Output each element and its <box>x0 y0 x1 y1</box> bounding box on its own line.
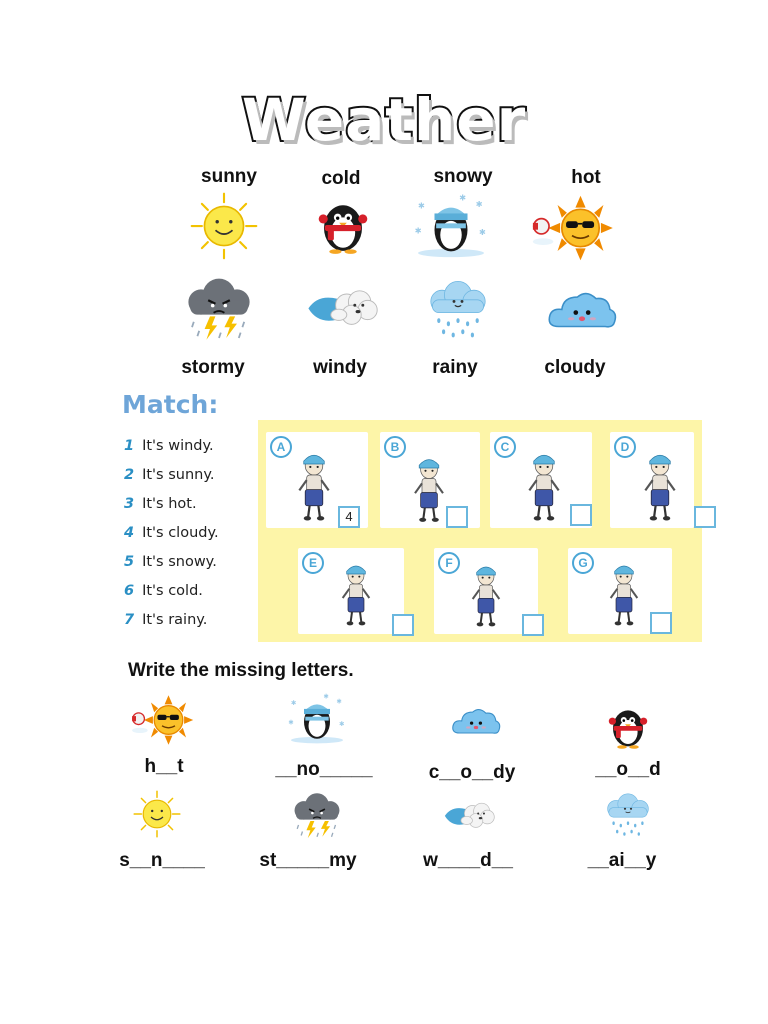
wind-cloud-icon <box>436 794 502 840</box>
snowy-kid-icon <box>336 556 376 632</box>
match-sentence <box>124 467 214 483</box>
picture-letter: D <box>614 436 636 458</box>
match-sentence <box>124 438 214 454</box>
page-title: Weather <box>241 86 527 154</box>
sentence-number: 5 <box>124 554 135 570</box>
missing-letters-word: s__n____ <box>119 850 205 871</box>
answer-box[interactable]: 4 <box>338 506 360 528</box>
missing-letters-word: st_____my <box>259 850 357 871</box>
match-sentence <box>124 554 217 570</box>
vocab-label-sunny: sunny <box>201 166 257 187</box>
smiling-cloud-icon <box>444 700 508 744</box>
answer-box[interactable] <box>570 504 592 526</box>
match-sentence <box>124 583 203 599</box>
match-sentence <box>124 525 219 541</box>
snowy-penguin-icon <box>404 192 498 258</box>
smiling-cloud-icon <box>540 280 624 342</box>
missing-letters-word: __o__d <box>595 759 661 780</box>
picture-letter: C <box>494 436 516 458</box>
missing-letters-word: w____d__ <box>423 850 513 871</box>
sentence-number: 3 <box>124 496 135 512</box>
write-heading: Write the missing letters. <box>128 660 354 681</box>
picture-letter: B <box>384 436 406 458</box>
answer-box[interactable] <box>522 614 544 636</box>
match-picture-d <box>610 432 694 528</box>
penguin-scarf-icon <box>598 702 658 750</box>
match-sentence <box>124 612 207 628</box>
vocab-label-windy: windy <box>313 357 367 378</box>
sentence-number: 7 <box>124 612 135 628</box>
sentence-text: It's snowy. <box>142 554 217 570</box>
sun-icon <box>181 192 267 260</box>
answer-box[interactable] <box>650 612 672 634</box>
vocab-label-rainy: rainy <box>432 357 478 378</box>
match-sentence <box>124 496 197 512</box>
missing-letters-word: h__t <box>144 756 184 777</box>
picture-letter: E <box>302 552 324 574</box>
wind-cloud-icon <box>296 278 388 342</box>
picture-letter: A <box>270 436 292 458</box>
sentence-text: It's windy. <box>142 438 214 454</box>
vocab-label-hot: hot <box>571 167 601 188</box>
vocab-label-snowy: snowy <box>433 166 493 187</box>
sunny-kid-icon <box>638 446 682 526</box>
match-picture-panel <box>258 420 702 642</box>
cloudy-kid-icon <box>604 556 644 632</box>
sentence-number: 4 <box>124 525 135 541</box>
missing-letters-word: c__o__dy <box>428 762 516 783</box>
snowy-penguin-icon <box>282 692 352 744</box>
sentence-text: It's cold. <box>142 583 203 599</box>
vocab-label-cloudy: cloudy <box>544 357 606 378</box>
rain-cloud-icon <box>418 276 498 346</box>
vocab-label-stormy: stormy <box>181 357 245 378</box>
sentence-number: 2 <box>124 467 135 483</box>
missing-letters-word: __ai__y <box>587 850 657 871</box>
sentence-text: It's hot. <box>142 496 197 512</box>
match-picture-e <box>298 548 404 634</box>
missing-letters-word: __no_____ <box>275 759 373 780</box>
sentence-text: It's cloudy. <box>142 525 219 541</box>
penguin-scarf-icon <box>305 190 381 260</box>
sun-icon <box>124 790 190 838</box>
rainy-kid-icon <box>408 450 450 528</box>
sentence-number: 6 <box>124 583 135 599</box>
vocab-label-cold: cold <box>321 168 361 189</box>
hot-kid-icon <box>466 558 506 632</box>
windy-kid-icon <box>292 446 336 526</box>
hot-sun-sunglasses-icon <box>524 194 620 262</box>
storm-cloud-icon <box>174 274 264 348</box>
picture-letter: G <box>572 552 594 574</box>
sentence-text: It's sunny. <box>142 467 215 483</box>
answer-box[interactable] <box>446 506 468 528</box>
answer-box[interactable] <box>392 614 414 636</box>
sentence-number: 1 <box>124 438 135 454</box>
answer-box[interactable] <box>694 506 716 528</box>
cold-kid-icon <box>522 446 566 526</box>
match-heading: Match: <box>122 390 219 419</box>
hot-sun-sunglasses-icon <box>126 694 198 746</box>
storm-cloud-icon <box>284 788 350 846</box>
sentence-text: It's rainy. <box>142 612 208 628</box>
rain-cloud-icon <box>598 790 658 842</box>
picture-letter: F <box>438 552 460 574</box>
